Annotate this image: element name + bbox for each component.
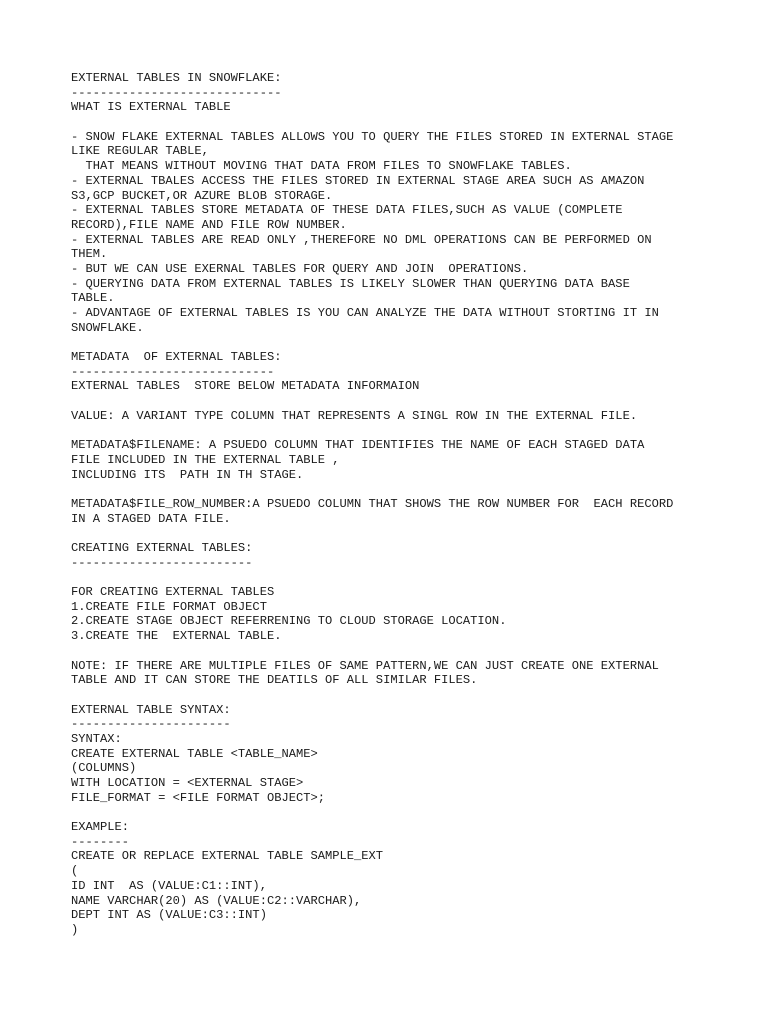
body-line: INCLUDING ITS PATH IN TH STAGE.: [71, 467, 304, 482]
bullet-line: SNOWFLAKE.: [71, 320, 144, 335]
code-line: (COLUMNS): [71, 761, 137, 776]
code-line: CREATE OR REPLACE EXTERNAL TABLE SAMPLE_EXT: [71, 849, 384, 864]
bullet-line: LIKE REGULAR TABLE,: [71, 144, 209, 159]
section-heading: WHAT IS EXTERNAL TABLE: [71, 100, 231, 115]
title-underline: -----------------------------: [71, 85, 282, 100]
heading-underline: ----------------------------: [71, 364, 275, 379]
blank-line: [71, 115, 751, 130]
section-heading: EXAMPLE:: [71, 820, 130, 835]
blank-line: [71, 424, 751, 439]
bullet-line: - EXTERNAL TABLES STORE METADATA OF THESE DATA FILES,SUCH AS VALUE (COMPLETE: [71, 203, 623, 218]
bullet-line: THAT MEANS WITHOUT MOVING THAT DATA FROM FILES TO SNOWFLAKE TABLES.: [71, 159, 572, 174]
doc-title: EXTERNAL TABLES IN SNOWFLAKE:: [71, 71, 282, 85]
section-heading: CREATING EXTERNAL TABLES:: [71, 541, 253, 555]
code-line: NAME VARCHAR(20) AS (VALUE:C2::VARCHAR),: [71, 893, 362, 908]
body-line: VALUE: A VARIANT TYPE COLUMN THAT REPRESENTS A SINGL ROW IN THE EXTERNAL FILE.: [71, 408, 638, 423]
body-line: METADATA$FILENAME: A PSUEDO COLUMN THAT IDENTIFIES THE NAME OF EACH STAGED DATA: [71, 438, 645, 453]
bullet-line: - EXTERNAL TABLES ARE READ ONLY ,THEREFORE NO DML OPERATIONS CAN BE PERFORMED ON: [71, 232, 652, 247]
numbered-step: 1.CREATE FILE FORMAT OBJECT: [71, 599, 267, 614]
code-line: WITH LOCATION = <EXTERNAL STAGE>: [71, 776, 304, 790]
bullet-line: - BUT WE CAN USE EXERNAL TABLES FOR QUERY AND JOIN OPERATIONS.: [71, 261, 529, 276]
section-heading: EXTERNAL TABLE SYNTAX:: [71, 702, 231, 717]
heading-underline: ----------------------: [71, 717, 231, 732]
numbered-step: 2.CREATE STAGE OBJECT REFERRENING TO CLOUD STORAGE LOCATION.: [71, 614, 507, 629]
section-heading: METADATA OF EXTERNAL TABLES:: [71, 350, 282, 365]
code-line: (: [71, 864, 79, 879]
blank-line: [71, 335, 751, 350]
code-line: DEPT INT AS (VALUE:C3::INT): [71, 908, 267, 923]
bullet-line: - QUERYING DATA FROM EXTERNAL TABLES IS LIKELY SLOWER THAN QUERYING DATA BASE: [71, 276, 630, 291]
bullet-line: - SNOW FLAKE EXTERNAL TABLES ALLOWS YOU TO QUERY THE FILES STORED IN EXTERNAL STAGE: [71, 129, 674, 144]
code-line: ): [71, 922, 79, 937]
heading-underline: -------------------------: [71, 555, 253, 570]
blank-line: [71, 394, 751, 409]
blank-line: [71, 526, 751, 541]
bullet-line: THEM.: [71, 247, 108, 262]
blank-line: [71, 482, 751, 497]
note-line: TABLE AND IT CAN STORE THE DEATILS OF ALL SIMILAR FILES.: [71, 673, 478, 688]
blank-line: [71, 644, 751, 659]
blank-line: [71, 570, 751, 585]
code-line: CREATE EXTERNAL TABLE <TABLE_NAME>: [71, 746, 318, 761]
body-line: IN A STAGED DATA FILE.: [71, 511, 231, 526]
bullet-line: S3,GCP BUCKET,OR AZURE BLOB STORAGE.: [71, 188, 333, 203]
document-page: [71, 71, 751, 938]
note-line: NOTE: IF THERE ARE MULTIPLE FILES OF SAME PATTERN,WE CAN JUST CREATE ONE EXTERNAL: [71, 658, 659, 673]
body-line: METADATA$FILE_ROW_NUMBER:A PSUEDO COLUMN THAT SHOWS THE ROW NUMBER FOR EACH RECORD: [71, 496, 674, 511]
bullet-line: RECORD),FILE NAME AND FILE ROW NUMBER.: [71, 217, 347, 232]
code-line: ID INT AS (VALUE:C1::INT),: [71, 878, 267, 893]
bullet-line: - EXTERNAL TBALES ACCESS THE FILES STORED IN EXTERNAL STAGE AREA SUCH AS AMAZON: [71, 173, 645, 188]
body-line: FILE INCLUDED IN THE EXTERNAL TABLE ,: [71, 452, 340, 467]
bullet-line: TABLE.: [71, 291, 115, 306]
code-line: SYNTAX:: [71, 731, 122, 746]
heading-underline: --------: [71, 834, 130, 849]
bullet-line: - ADVANTAGE OF EXTERNAL TABLES IS YOU CAN ANALYZE THE DATA WITHOUT STORTING IT IN: [71, 306, 659, 320]
numbered-step: 3.CREATE THE EXTERNAL TABLE.: [71, 629, 282, 644]
body-line: EXTERNAL TABLES STORE BELOW METADATA INFORMAION: [71, 379, 420, 394]
blank-line: [71, 805, 751, 820]
code-line: FILE_FORMAT = <FILE FORMAT OBJECT>;: [71, 790, 326, 805]
body-line: FOR CREATING EXTERNAL TABLES: [71, 585, 275, 600]
blank-line: [71, 688, 751, 703]
